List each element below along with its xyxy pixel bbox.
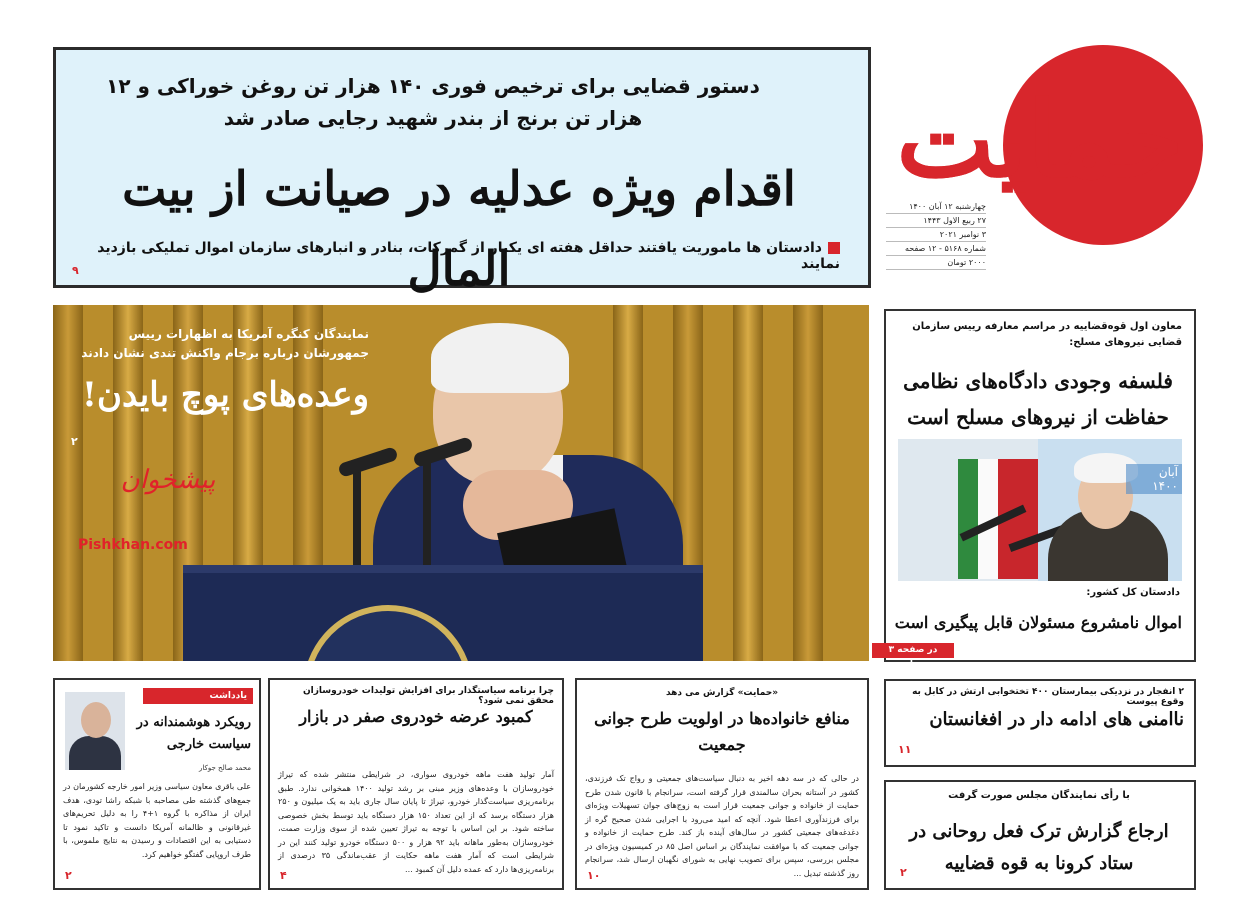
story-kicker: چرا برنامه سیاستگذار برای افزایش تولیدات خودروسازان محقق نمی شود؟: [302, 686, 554, 706]
story-population[interactable]: [575, 678, 869, 890]
date-lunar: ۲۷ ربیع الاول ۱۴۴۳: [886, 214, 986, 228]
page-number: ۱۱: [898, 743, 912, 756]
story-kicker-2: دادستان کل کشور:: [1086, 587, 1180, 598]
story-kicker: معاون اول قوه‌قضاییه در مراسم معارفه رییس سازمان قضایی نیروهای مسلح:: [912, 321, 1182, 348]
microphone-icon: [337, 446, 398, 478]
figure-hair: [431, 323, 569, 393]
watermark-url: Pishkhan.com: [78, 537, 188, 553]
story-headline[interactable]: فلسفه وجودی دادگاه‌های نظامی حفاظت از نیروهای مسلح است: [903, 369, 1173, 429]
right-story-judiciary[interactable]: [884, 309, 1196, 662]
page-number: ۲: [71, 435, 78, 448]
page-number: ۲: [65, 869, 72, 882]
story-cars[interactable]: [268, 678, 564, 890]
portrait-face: [81, 702, 111, 738]
story-kicker: ۲ انفجار در نزدیکی بیمارستان ۴۰۰ تختخوابی ارتش در کابل به وقوع پیوست: [912, 687, 1184, 707]
story-body: آمار تولید هفت ماهه خودروی سواری، در شرایطی منتشر شده که تیراژ خودروسازان با وعده‌های وزیر مبنی بر رشد تولید ۱۴۰۰ همخوانی ندارد. طبق برنامه‌ریزی سیاست‌گذار خودرو، تیراژ تا پایان سال جاری باید به یک میلیون و ۲۵۰ هزار دستگاه برسد که از این تعداد ۱۵۰ هزار دستگاه باید توسط بخش خصوصی ساخته شود. بر این اساس با توجه به تیراژ تعیین شده از سوی وزارت صمت، خودروسازان به‌طور ماهانه باید ۹۲ هزار و ۵۰۰ دستگاه خودرو تولید کنند این در شرایطی است که آمار هفت ماهه حکایت از عقب‌ماندگی ۳۵ درصدی از برنامه‌ریزی‌ها دارد که عمده دلیل آن کمبود ...: [278, 770, 554, 874]
issue-info: [886, 200, 986, 270]
right-story-afghanistan[interactable]: [884, 679, 1196, 767]
microphone-stand: [353, 465, 361, 575]
story-headline[interactable]: کمبود عرضه خودروی صفر در بازار: [299, 707, 533, 726]
editorial-headline[interactable]: رویکرد هوشمندانه در سیاست خارجی: [136, 715, 251, 752]
top-story-headline[interactable]: اقدام ویژه عدلیه در صیانت از بیت المال: [122, 162, 796, 297]
story-headline[interactable]: ناامنی های ادامه دار در افغانستان: [929, 709, 1184, 730]
issue-number: شماره ۵۱۶۸ - ۱۲ صفحه: [886, 242, 986, 256]
photo-story-headline[interactable]: وعده‌های پوچ بایدن!: [82, 375, 369, 415]
microphone-stand: [423, 455, 431, 575]
date-persian: چهارشنبه ۱۲ آبان ۱۴۰۰: [886, 200, 986, 214]
page-number: ۱۰: [587, 869, 601, 882]
price: ۲۰۰۰ تومان: [886, 256, 986, 270]
story-kicker: «حمایت» گزارش می دهد: [665, 688, 779, 698]
page-number: ۲: [900, 866, 907, 879]
author-portrait: [65, 692, 125, 770]
story-headline[interactable]: ارجاع گزارش ترک فعل روحانی در ستاد کرونا به قوه قضاییه: [909, 821, 1169, 874]
editorial-note[interactable]: [53, 678, 261, 890]
top-story[interactable]: [53, 47, 871, 297]
masthead: [878, 40, 1208, 290]
date-gregorian: ۳ نوامبر ۲۰۲۱: [886, 228, 986, 242]
curtain-fold: [793, 305, 823, 661]
portrait-suit: [69, 736, 121, 770]
page-number: ۹: [72, 264, 79, 277]
top-story-kicker: دستور قضایی برای ترخیص فوری ۱۴۰ هزار تن روغن خوراکی و ۱۲ هزار تن برنج از بندر شهید رجایی صادر شد: [106, 74, 760, 130]
curtain-fold: [733, 305, 763, 661]
photo-story-kicker: نمایندگان کنگره آمریکا به اظهارات رییس جمهورشان درباره برجام واکنش تندی نشان دادند: [81, 327, 369, 360]
story-kicker: با رأی نمایندگان مجلس صورت گرفت: [948, 790, 1130, 801]
editorial-body: علی باقری معاون سیاسی وزیر امور خارجه کشورمان در جمع‌های گذشته طی مصاحبه با شبکه راشا تودی، هدف ایران از مذاکره با گروه ۱+۴ را به دلیل تحریم‌های غیرقانونی و ظالمانه آمریکا دانست و تاکید نمود تا دستیابی به این اقتصادات و رسیدن به نتایج ملموس، با طرف اروپایی گفتگو خواهیم کرد.: [63, 782, 251, 859]
watermark-logo: پیشخوان: [120, 465, 216, 495]
story-body: در حالی که در سه دهه اخیر به دنبال سیاست‌های جمعیتی و رواج تک فرزندی، کشور در آستانه بحران سالمندی قرار گرفته است، سرانجام با قانون شدن طرح حمایت از خانواده و جوانی جمعیت قرار است به زوج‌های جوان تسهیلات ویژه‌ای برای فرزندآوری اعطا شود. آنچه که امید می‌رود با اجرایی شدن صحیح گره از دغدغه‌های جمعیتی کشور در سال‌های آینده باز کند. طرح حمایت از خانواده و جوانی جمعیت که با موافقت نمایندگان بر اساس اصل ۸۵ در کمیسیون ویژه‌ای در مجلس بررسی، سپس برای تصویب نهایی به شورای نگهبان ارسال شد، سرانجام روز گذشته تبدیل ...: [585, 774, 860, 878]
story-photo: [898, 439, 1182, 581]
backdrop-text: آبان ۱۴۰۰: [1126, 464, 1182, 494]
read-more-tag[interactable]: در صفحه ۳ بخوانید: [872, 643, 954, 658]
right-story-corona[interactable]: [884, 780, 1196, 890]
author-name: محمد صالح جوکار: [199, 764, 251, 772]
page-number: ۴: [280, 869, 287, 882]
bullet-square-icon: [828, 242, 840, 254]
top-story-bullet: دادستان ها ماموریت یافتند حداقل هفته ای یکبار از گمرکات، بنادر و انبارهای سازمان اموال تملیکی بازدید نمایند: [97, 240, 840, 272]
story-headline[interactable]: منافع خانواده‌ها در اولویت طرح جوانی جمعیت: [594, 709, 850, 754]
editorial-tag: یادداشت: [143, 688, 253, 704]
newspaper-logo: حمایت: [896, 78, 1184, 201]
main-photo[interactable]: [53, 305, 869, 661]
story-headline-2[interactable]: اموال نامشروع مسئولان قابل پیگیری است: [894, 613, 1182, 632]
